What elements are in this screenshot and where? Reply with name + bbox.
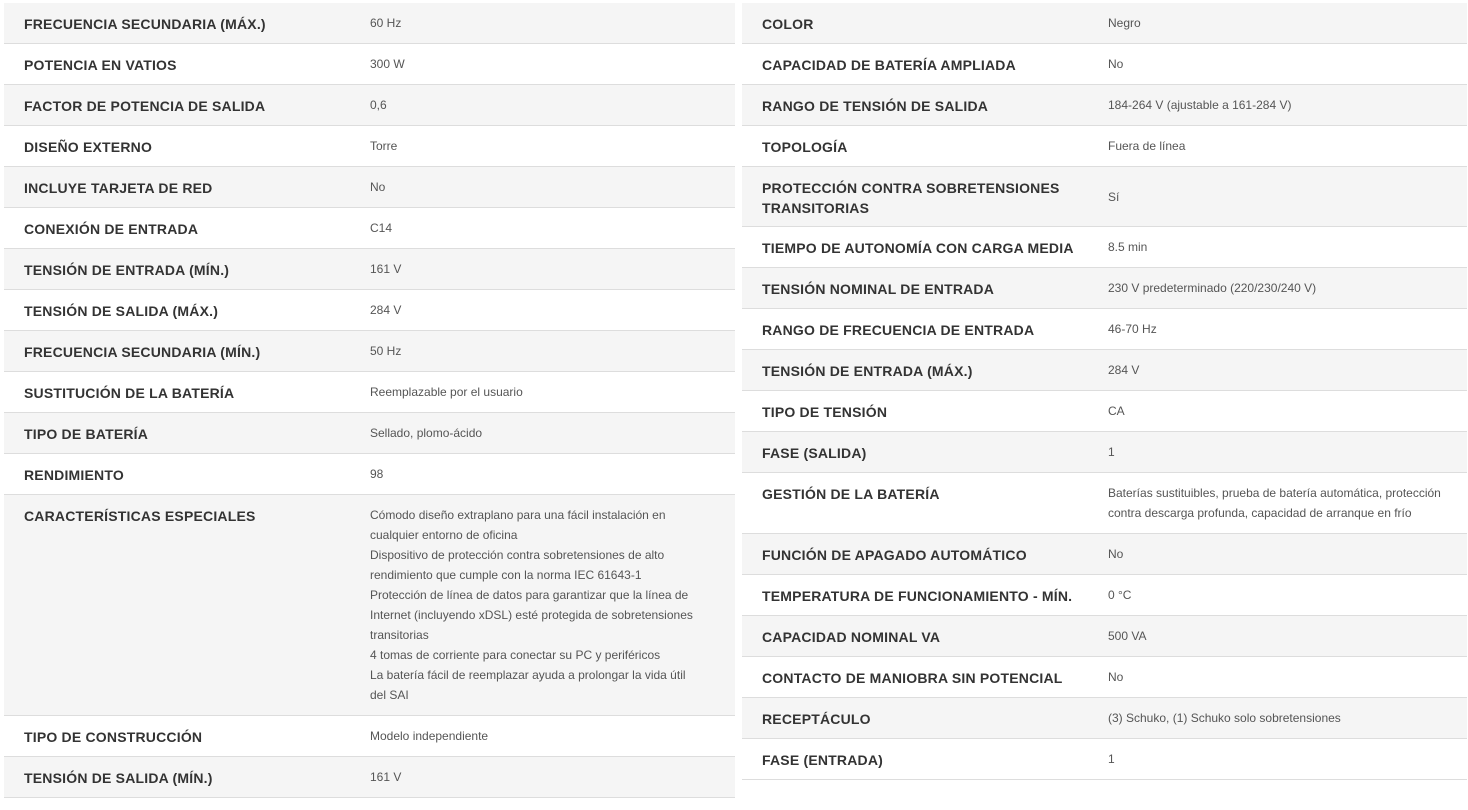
spec-value: 300 W — [370, 57, 405, 71]
spec-value: 161 V — [370, 770, 402, 784]
spec-label: RECEPTÁCULO — [762, 711, 871, 727]
spec-row — [4, 85, 735, 126]
feature-line: 4 tomas de corriente para conectar su PC y periféricos — [370, 648, 661, 662]
spec-value: 184-264 V (ajustable a 161-284 V) — [1108, 98, 1292, 112]
spec-value: 230 V predeterminado (220/230/240 V) — [1108, 281, 1317, 295]
spec-value: 1 — [1108, 445, 1115, 459]
spec-label: TIEMPO DE AUTONOMÍA CON CARGA MEDIA — [762, 240, 1074, 256]
spec-value: 8.5 min — [1108, 240, 1148, 254]
spec-table-left — [4, 3, 735, 798]
spec-row — [4, 413, 735, 454]
spec-value: No — [1108, 57, 1124, 71]
spec-row-special-features — [4, 495, 735, 716]
special-features-list — [370, 495, 700, 705]
spec-table-right — [742, 3, 1467, 780]
spec-value: 284 V — [1108, 363, 1140, 377]
feature-line: La batería fácil de reemplazar ayuda a prolongar la vida útil del SAI — [370, 668, 686, 702]
spec-value: Sí — [1108, 190, 1120, 204]
spec-label: TEMPERATURA DE FUNCIONAMIENTO - MÍN. — [762, 588, 1073, 604]
spec-value: 46-70 Hz — [1108, 322, 1157, 336]
spec-row — [4, 716, 735, 757]
spec-value: 0 °C — [1108, 588, 1132, 602]
spec-row — [4, 290, 735, 331]
spec-row — [742, 167, 1467, 227]
spec-label: CAPACIDAD NOMINAL VA — [762, 629, 941, 645]
spec-label: FASE (ENTRADA) — [762, 752, 884, 768]
spec-label: RANGO DE TENSIÓN DE SALIDA — [762, 98, 989, 114]
spec-row — [742, 268, 1467, 309]
spec-row — [742, 739, 1467, 780]
feature-line: Dispositivo de protección contra sobretensiones de alto rendimiento que cumple con la norma IEC 61643-1 — [370, 548, 665, 582]
spec-label: TENSIÓN DE ENTRADA (MÍN.) — [24, 262, 230, 278]
spec-label: TENSIÓN DE SALIDA (MÁX.) — [24, 303, 219, 319]
spec-row — [742, 616, 1467, 657]
spec-value: Fuera de línea — [1108, 139, 1186, 153]
spec-row — [742, 3, 1467, 44]
spec-label: TOPOLOGÍA — [762, 139, 848, 155]
spec-value: C14 — [370, 221, 393, 235]
spec-row — [742, 657, 1467, 698]
spec-row — [742, 698, 1467, 739]
spec-row — [742, 391, 1467, 432]
spec-row — [742, 85, 1467, 126]
feature-line: Cómodo diseño extraplano para una fácil instalación en cualquier entorno de oficina — [370, 508, 666, 542]
spec-value: 98 — [370, 467, 384, 481]
spec-row — [742, 350, 1467, 391]
spec-row — [742, 126, 1467, 167]
spec-row — [742, 534, 1467, 575]
spec-value: 50 Hz — [370, 344, 402, 358]
spec-label: TENSIÓN DE ENTRADA (MÁX.) — [762, 363, 973, 379]
spec-label: GESTIÓN DE LA BATERÍA — [762, 486, 940, 502]
spec-label: FRECUENCIA SECUNDARIA (MÁX.) — [24, 16, 266, 32]
spec-value: Baterías sustituibles, prueba de batería automática, protección contra descarga profunda, capacidad de arranque en frío — [1108, 486, 1441, 520]
spec-row — [742, 44, 1467, 85]
spec-row — [4, 331, 735, 372]
spec-row — [4, 249, 735, 290]
spec-label: POTENCIA EN VATIOS — [24, 57, 177, 73]
spec-value: CA — [1108, 404, 1125, 418]
spec-row — [4, 167, 735, 208]
spec-label: TENSIÓN NOMINAL DE ENTRADA — [762, 281, 995, 297]
spec-label: COLOR — [762, 16, 814, 32]
spec-label: TENSIÓN DE SALIDA (MÍN.) — [24, 770, 213, 786]
spec-row — [4, 454, 735, 495]
spec-label: TIPO DE TENSIÓN — [762, 404, 888, 420]
spec-row — [4, 3, 735, 44]
feature-line: Protección de línea de datos para garantizar que la línea de Internet (incluyendo xDSL) esté protegida de sobretensiones transitorias — [370, 588, 693, 642]
spec-value: No — [370, 180, 386, 194]
spec-label: INCLUYE TARJETA DE RED — [24, 180, 213, 196]
spec-row — [742, 432, 1467, 473]
spec-value: No — [1108, 547, 1124, 561]
spec-label: TIPO DE CONSTRUCCIÓN — [24, 729, 203, 745]
spec-row — [742, 575, 1467, 616]
spec-value: Sellado, plomo-ácido — [370, 426, 483, 440]
spec-value: 161 V — [370, 262, 402, 276]
spec-label: CAPACIDAD DE BATERÍA AMPLIADA — [762, 57, 1016, 73]
spec-row — [742, 473, 1467, 534]
spec-row — [4, 757, 735, 798]
spec-value: Negro — [1108, 16, 1141, 30]
spec-label: PROTECCIÓN CONTRA SOBRETENSIONES TRANSITORIAS — [762, 180, 1060, 216]
spec-label: CARACTERÍSTICAS ESPECIALES — [24, 508, 256, 524]
spec-label: DISEÑO EXTERNO — [24, 139, 153, 155]
spec-value: 1 — [1108, 752, 1115, 766]
spec-value: 60 Hz — [370, 16, 402, 30]
spec-value: 500 VA — [1108, 629, 1147, 643]
spec-row — [742, 309, 1467, 350]
spec-value: 0,6 — [370, 98, 387, 112]
spec-label: RANGO DE FRECUENCIA DE ENTRADA — [762, 322, 1035, 338]
spec-value: 284 V — [370, 303, 402, 317]
spec-value: Torre — [370, 139, 398, 153]
spec-value: Reemplazable por el usuario — [370, 385, 523, 399]
spec-label: FASE (SALIDA) — [762, 445, 867, 461]
spec-label: FUNCIÓN DE APAGADO AUTOMÁTICO — [762, 547, 1027, 563]
spec-row — [4, 44, 735, 85]
spec-value: No — [1108, 670, 1124, 684]
spec-row — [4, 372, 735, 413]
spec-label: SUSTITUCIÓN DE LA BATERÍA — [24, 385, 235, 401]
spec-row — [742, 227, 1467, 268]
spec-row — [4, 208, 735, 249]
spec-label: RENDIMIENTO — [24, 467, 124, 483]
spec-label: TIPO DE BATERÍA — [24, 426, 149, 442]
spec-label: CONTACTO DE MANIOBRA SIN POTENCIAL — [762, 670, 1063, 686]
spec-value: Modelo independiente — [370, 729, 489, 743]
spec-label: CONEXIÓN DE ENTRADA — [24, 221, 199, 237]
spec-label: FACTOR DE POTENCIA DE SALIDA — [24, 98, 266, 114]
spec-row — [4, 126, 735, 167]
spec-value: (3) Schuko, (1) Schuko solo sobretensiones — [1108, 711, 1341, 725]
spec-label: FRECUENCIA SECUNDARIA (MÍN.) — [24, 344, 261, 360]
